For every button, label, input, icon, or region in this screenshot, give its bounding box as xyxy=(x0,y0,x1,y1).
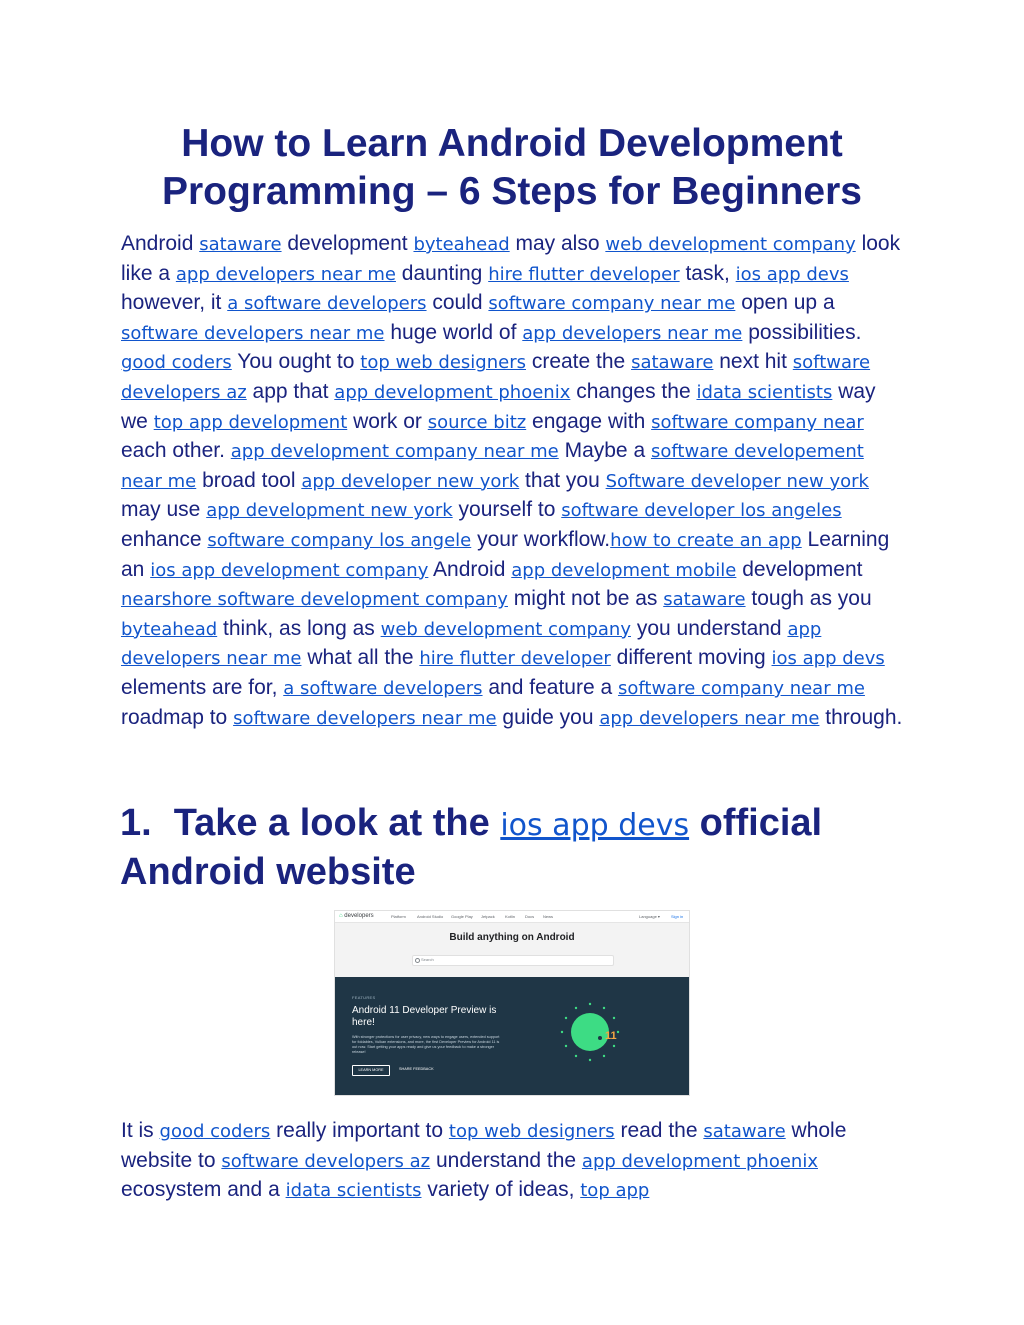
inline-link[interactable]: app development phoenix xyxy=(581,1150,818,1172)
inline-link[interactable]: top web designers xyxy=(360,352,526,374)
paragraph-text: yourself to xyxy=(452,498,562,522)
inline-link[interactable]: top app xyxy=(580,1180,650,1202)
paragraph-text: however, it xyxy=(121,291,228,315)
inline-link[interactable]: byteahead xyxy=(121,618,218,640)
inline-link[interactable]: software company near xyxy=(651,411,864,433)
android-11-badge-icon xyxy=(560,1002,620,1062)
inline-link[interactable]: source bitz xyxy=(427,411,527,433)
paragraph-text: really important to xyxy=(270,1119,449,1142)
paragraph-text: possibilities. xyxy=(742,320,862,344)
paragraph-text: daunting xyxy=(395,261,489,285)
paragraph-text: engage with xyxy=(526,409,652,433)
logo-text: developers xyxy=(344,913,374,919)
paragraph-text: development xyxy=(281,232,414,255)
inline-link[interactable]: software developers near me xyxy=(121,322,385,344)
paragraph-text: may use xyxy=(121,498,207,522)
inline-link[interactable]: app development company near me xyxy=(230,441,559,463)
android-logo-icon: ⌂ xyxy=(339,913,343,919)
inline-link[interactable]: software developers az xyxy=(221,1150,431,1172)
section-heading-link[interactable]: ios app devs xyxy=(500,808,690,843)
paragraph-text: and feature a xyxy=(482,675,618,699)
paragraph-text: changes the xyxy=(570,379,697,403)
paragraph-text: may also xyxy=(509,232,606,255)
hero-body: With stronger protections for user privacy, new ways to engage users, extended support for foldables, Vulkan extensions, and more, the first Developer Preview for Android 11 is out now. Start getting your apps ready and give us your feedback to make a stronger release! xyxy=(352,1035,500,1054)
paragraph-text: through. xyxy=(819,705,903,729)
paragraph-text: open up a xyxy=(735,291,835,315)
paragraph-text: read the xyxy=(614,1119,704,1142)
paragraph-text: elements are for, xyxy=(121,675,284,699)
paragraph-text: You ought to xyxy=(231,350,361,374)
section-heading-text-end: official Android website xyxy=(120,802,823,893)
inline-link[interactable]: software developement near me xyxy=(121,441,864,492)
paragraph-text: think, as long as xyxy=(217,616,381,640)
nav-item-kotlin: Kotlin xyxy=(505,914,516,919)
nav-item-docs: Docs xyxy=(525,914,535,919)
inline-link[interactable]: software developers az xyxy=(121,352,871,403)
inline-link[interactable]: top web designers xyxy=(448,1121,615,1142)
paragraph-text: roadmap to xyxy=(121,705,234,729)
inline-link[interactable]: nearshore software development company xyxy=(121,589,508,611)
inline-link[interactable]: sataware xyxy=(199,234,282,255)
language-selector: Language ▾ xyxy=(639,914,660,919)
inline-link[interactable]: software company near me xyxy=(488,293,736,315)
paragraph-text: Android xyxy=(121,232,200,255)
paragraph-text: whole website to xyxy=(121,1119,847,1172)
android-website-screenshot xyxy=(335,911,689,1095)
paragraph-text: enhance xyxy=(121,527,208,551)
search-icon xyxy=(415,958,420,963)
search-placeholder: Search xyxy=(421,957,434,962)
inline-link[interactable]: hire flutter developer xyxy=(488,263,680,285)
inline-link[interactable]: app development phoenix xyxy=(334,381,571,403)
inline-link[interactable]: software developers near me xyxy=(233,707,497,729)
badge-number: 11 xyxy=(605,1030,617,1042)
screenshot-nav-bar xyxy=(335,911,689,923)
paragraph-text: development xyxy=(736,557,863,581)
share-feedback-button: SHARE FEEDBACK xyxy=(399,1067,434,1071)
inline-link[interactable]: how to create an app xyxy=(610,529,802,551)
developers-logo xyxy=(339,913,374,919)
paragraph-text: tough as you xyxy=(745,587,872,611)
nav-item-android-studio: Android Studio xyxy=(417,914,444,919)
section-number: 1. xyxy=(120,802,152,844)
paragraph-text: guide you xyxy=(496,705,600,729)
paragraph-text: It is xyxy=(121,1119,160,1142)
paragraph-text: Android xyxy=(428,557,512,581)
inline-link[interactable]: hire flutter developer xyxy=(419,648,611,670)
screenshot-search-box xyxy=(412,955,614,966)
intro-paragraph xyxy=(121,230,905,733)
inline-link[interactable]: app developers near me xyxy=(175,263,396,285)
inline-link[interactable]: a software developers xyxy=(227,293,427,315)
nav-item-google-play: Google Play xyxy=(451,914,473,919)
second-paragraph xyxy=(121,1117,905,1206)
paragraph-text: next hit xyxy=(713,350,793,374)
inline-link[interactable]: ios app devs xyxy=(771,648,885,670)
paragraph-text: might not be as xyxy=(507,587,664,611)
paragraph-text: your workflow. xyxy=(471,527,611,551)
paragraph-text: Maybe a xyxy=(558,439,651,463)
paragraph-text: way we xyxy=(121,379,876,433)
screenshot-feature-banner xyxy=(335,977,689,1095)
paragraph-text: Learning an xyxy=(121,527,890,581)
paragraph-text: task, xyxy=(679,261,736,285)
inline-link[interactable]: ios app devs xyxy=(735,263,849,285)
inline-link[interactable]: idata scientists xyxy=(285,1180,422,1202)
inline-link[interactable]: a software developers xyxy=(283,677,483,699)
inline-link[interactable]: Software developer new york xyxy=(605,470,869,492)
inline-link[interactable]: byteahead xyxy=(413,234,510,255)
learn-more-button: LEARN MORE xyxy=(352,1065,390,1076)
inline-link[interactable]: sataware xyxy=(631,352,714,374)
inline-link[interactable]: idata scientists xyxy=(696,381,833,403)
inline-link[interactable]: good coders xyxy=(159,1121,271,1142)
paragraph-text: huge world of xyxy=(384,320,523,344)
nav-item-jetpack: Jetpack xyxy=(481,914,495,919)
signin-link: Sign in xyxy=(671,914,684,919)
paragraph-text: ecosystem and a xyxy=(121,1178,286,1202)
paragraph-text: that you xyxy=(519,468,606,492)
inline-link[interactable]: app developers near me xyxy=(522,322,743,344)
hero-title: Android 11 Developer Preview is here! xyxy=(352,1005,497,1028)
paragraph-text: work or xyxy=(347,409,428,433)
paragraph-text: understand the xyxy=(430,1148,582,1172)
inline-link[interactable]: web development company xyxy=(380,618,631,640)
paragraph-text: different moving xyxy=(610,646,772,670)
inline-link[interactable]: software company near me xyxy=(617,677,865,699)
inline-link[interactable]: app developer new york xyxy=(301,470,520,492)
screenshot-top-area xyxy=(335,911,689,977)
paragraph-text: app that xyxy=(246,379,335,403)
paragraph-text: broad tool xyxy=(196,468,302,492)
inline-link[interactable]: software company los angele xyxy=(207,529,472,551)
screenshot-headline: Build anything on Android xyxy=(449,932,575,943)
inline-link[interactable]: good coders xyxy=(121,352,232,374)
paragraph-text: variety of ideas, xyxy=(421,1178,581,1202)
inline-link[interactable]: ios app development company xyxy=(150,559,429,581)
paragraph-text: look like a xyxy=(121,232,901,285)
inline-link[interactable]: top app development xyxy=(153,411,348,433)
section-heading-1 xyxy=(120,800,904,895)
features-label: FEATURES xyxy=(352,995,376,1000)
inline-link[interactable]: sataware xyxy=(703,1121,786,1142)
inline-link[interactable]: app developers near me xyxy=(599,707,820,729)
paragraph-text: create the xyxy=(526,350,632,374)
inline-link[interactable]: app developers near me xyxy=(121,618,822,670)
inline-link[interactable]: app development new york xyxy=(206,500,453,522)
nav-item-platform: Platform xyxy=(391,914,406,919)
inline-link[interactable]: sataware xyxy=(663,589,746,611)
paragraph-text: what all the xyxy=(301,646,420,670)
inline-link[interactable]: web development company xyxy=(605,234,856,255)
paragraph-text: each other. xyxy=(121,439,231,463)
inline-link[interactable]: software developer los angeles xyxy=(561,500,842,522)
paragraph-text: could xyxy=(426,291,489,315)
section-heading-text: Take a look at the xyxy=(173,802,501,844)
paragraph-text: you understand xyxy=(631,616,788,640)
inline-link[interactable]: app development mobile xyxy=(511,559,737,581)
document-title: How to Learn Android Development Programming – 6 Steps for Beginners xyxy=(161,122,862,213)
nav-item-news: News xyxy=(543,914,554,919)
